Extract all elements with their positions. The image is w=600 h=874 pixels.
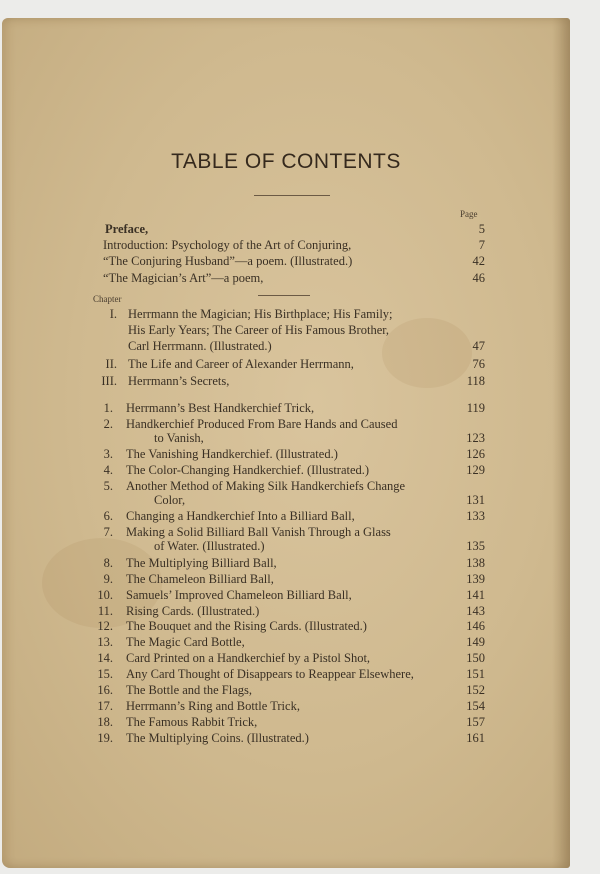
toc-entry (2, 634, 570, 648)
entry-number: 10. (97, 588, 113, 602)
entry-number: 9. (103, 572, 113, 586)
toc-entry (2, 603, 570, 617)
entry-page-number: 139 (466, 572, 485, 586)
toc-entry (2, 650, 570, 664)
entry-title: The Famous Rabbit Trick, (126, 715, 258, 729)
entry-title: The Magic Card Bottle, (126, 635, 245, 649)
chapter-divider (258, 295, 310, 296)
entry-title: Herrmann the Magician; His Birthplace; His Family; (128, 307, 393, 321)
entry-number: 5. (103, 479, 113, 493)
toc-entry (2, 587, 570, 601)
entry-title: Samuels’ Improved Chameleon Billiard Ball, (126, 588, 352, 602)
entry-page-number: 151 (466, 667, 485, 681)
page-column-label: Page (460, 209, 478, 219)
toc-entry (2, 524, 570, 552)
entry-page-number: 150 (466, 651, 485, 665)
entry-page-number: 141 (466, 588, 485, 602)
entry-title: Rising Cards. (Illustrated.) (126, 604, 260, 618)
entry-page-number: 76 (472, 357, 485, 371)
toc-entry (2, 682, 570, 696)
entry-title: “The Magician’s Art”—a poem, (103, 271, 264, 285)
entry-number: 13. (97, 635, 113, 649)
entry-title: Introduction: Psychology of the Art of Conjuring, (103, 238, 352, 252)
entry-number: 15. (97, 667, 113, 681)
entry-title: Any Card Thought of Disappears to Reappear Elsewhere, (126, 667, 414, 681)
entry-page-number: 138 (466, 556, 485, 570)
entry-title: The Multiplying Billiard Ball, (126, 556, 277, 570)
title-divider (254, 195, 330, 196)
entry-title: Making a Solid Billiard Ball Vanish Through a Glass (126, 525, 391, 539)
toc-entry (2, 714, 570, 728)
entry-page-number: 118 (466, 374, 485, 388)
page-title: TABLE OF CONTENTS (171, 150, 401, 173)
entry-page-number: 161 (466, 731, 485, 745)
entry-title: The Life and Career of Alexander Herrmann, (128, 357, 354, 371)
toc-entry (2, 508, 570, 522)
entry-title: Herrmann’s Best Handkerchief Trick, (126, 401, 315, 415)
book-page (2, 18, 570, 868)
entry-page-number: 47 (472, 339, 485, 353)
entry-number: 17. (97, 699, 113, 713)
entry-page-number: 152 (466, 683, 485, 697)
entry-number: 14. (97, 651, 113, 665)
entry-title: Handkerchief Produced From Bare Hands and Caused (126, 417, 398, 431)
chapter-column-label: Chapter (93, 294, 122, 304)
toc-entry (2, 555, 570, 569)
entry-page-number: 135 (466, 539, 485, 553)
toc-entry (2, 698, 570, 712)
toc-entry (2, 571, 570, 585)
entry-number: I. (109, 307, 117, 321)
entry-number: 16. (97, 683, 113, 697)
entry-page-number: 7 (478, 238, 485, 252)
entry-page-number: 5 (478, 222, 485, 236)
toc-entry (2, 478, 570, 506)
entry-page-number: 46 (472, 271, 485, 285)
toc-entry (2, 666, 570, 680)
entry-number: 11. (97, 604, 113, 618)
toc-entry (2, 373, 570, 389)
front-matter-entry (2, 270, 570, 286)
entry-page-number: 119 (466, 401, 485, 415)
entry-title: The Color-Changing Handkerchief. (Illustrated.) (126, 463, 370, 477)
entry-title: Card Printed on a Handkerchief by a Pistol Shot, (126, 651, 371, 665)
entry-page-number: 133 (466, 509, 485, 523)
entry-number: 12. (97, 619, 113, 633)
entry-title: The Bottle and the Flags, (126, 683, 253, 697)
entry-title: Herrmann’s Ring and Bottle Trick, (126, 699, 300, 713)
entry-title: Herrmann’s Secrets, (128, 374, 230, 388)
entry-title: of Water. (Illustrated.) (154, 539, 265, 553)
entry-number: 18. (97, 715, 113, 729)
entry-page-number: 146 (466, 619, 485, 633)
entry-number: 1. (103, 401, 113, 415)
toc-entry (2, 446, 570, 460)
entry-title: Changing a Handkerchief Into a Billiard Ball, (126, 509, 355, 523)
entry-number: 2. (103, 417, 113, 431)
entry-page-number: 126 (466, 447, 485, 461)
entry-number: 3. (103, 447, 113, 461)
front-matter-entry (2, 237, 570, 253)
entry-number: 8. (103, 556, 113, 570)
entry-page-number: 157 (466, 715, 485, 729)
entry-title: The Multiplying Coins. (Illustrated.) (126, 731, 309, 745)
toc-entry (2, 730, 570, 744)
entry-title: “The Conjuring Husband”—a poem. (Illustrated.) (103, 254, 353, 268)
entry-page-number: 129 (466, 463, 485, 477)
entry-page-number: 154 (466, 699, 485, 713)
toc-entry (2, 416, 570, 444)
toc-entry (2, 400, 570, 414)
entry-number: II. (105, 357, 117, 371)
toc-entry (2, 356, 570, 372)
toc-entry (2, 462, 570, 476)
entry-title: to Vanish, (154, 431, 204, 445)
entry-title: Another Method of Making Silk Handkerchiefs Change (126, 479, 406, 493)
entry-title: The Chameleon Billiard Ball, (126, 572, 274, 586)
entry-page-number: 131 (466, 493, 485, 507)
entry-title: His Early Years; The Career of His Famous Brother, (128, 323, 390, 337)
entry-page-number: 143 (466, 604, 485, 618)
entry-number: 6. (103, 509, 113, 523)
front-matter-entry (2, 221, 570, 237)
entry-number: III. (101, 374, 117, 388)
entry-title: The Vanishing Handkerchief. (Illustrated.) (126, 447, 338, 461)
entry-number: 7. (103, 525, 113, 539)
entry-page-number: 149 (466, 635, 485, 649)
entry-title: Color, (154, 493, 186, 507)
toc-entry (2, 306, 570, 354)
entry-number: 19. (97, 731, 113, 745)
entry-title: Preface, (105, 222, 149, 236)
entry-title: The Bouquet and the Rising Cards. (Illustrated.) (126, 619, 367, 633)
entry-page-number: 123 (466, 431, 485, 445)
entry-number: 4. (103, 463, 113, 477)
front-matter-entry (2, 253, 570, 269)
entry-title: Carl Herrmann. (Illustrated.) (128, 339, 272, 353)
entry-page-number: 42 (472, 254, 485, 268)
toc-entry (2, 618, 570, 632)
